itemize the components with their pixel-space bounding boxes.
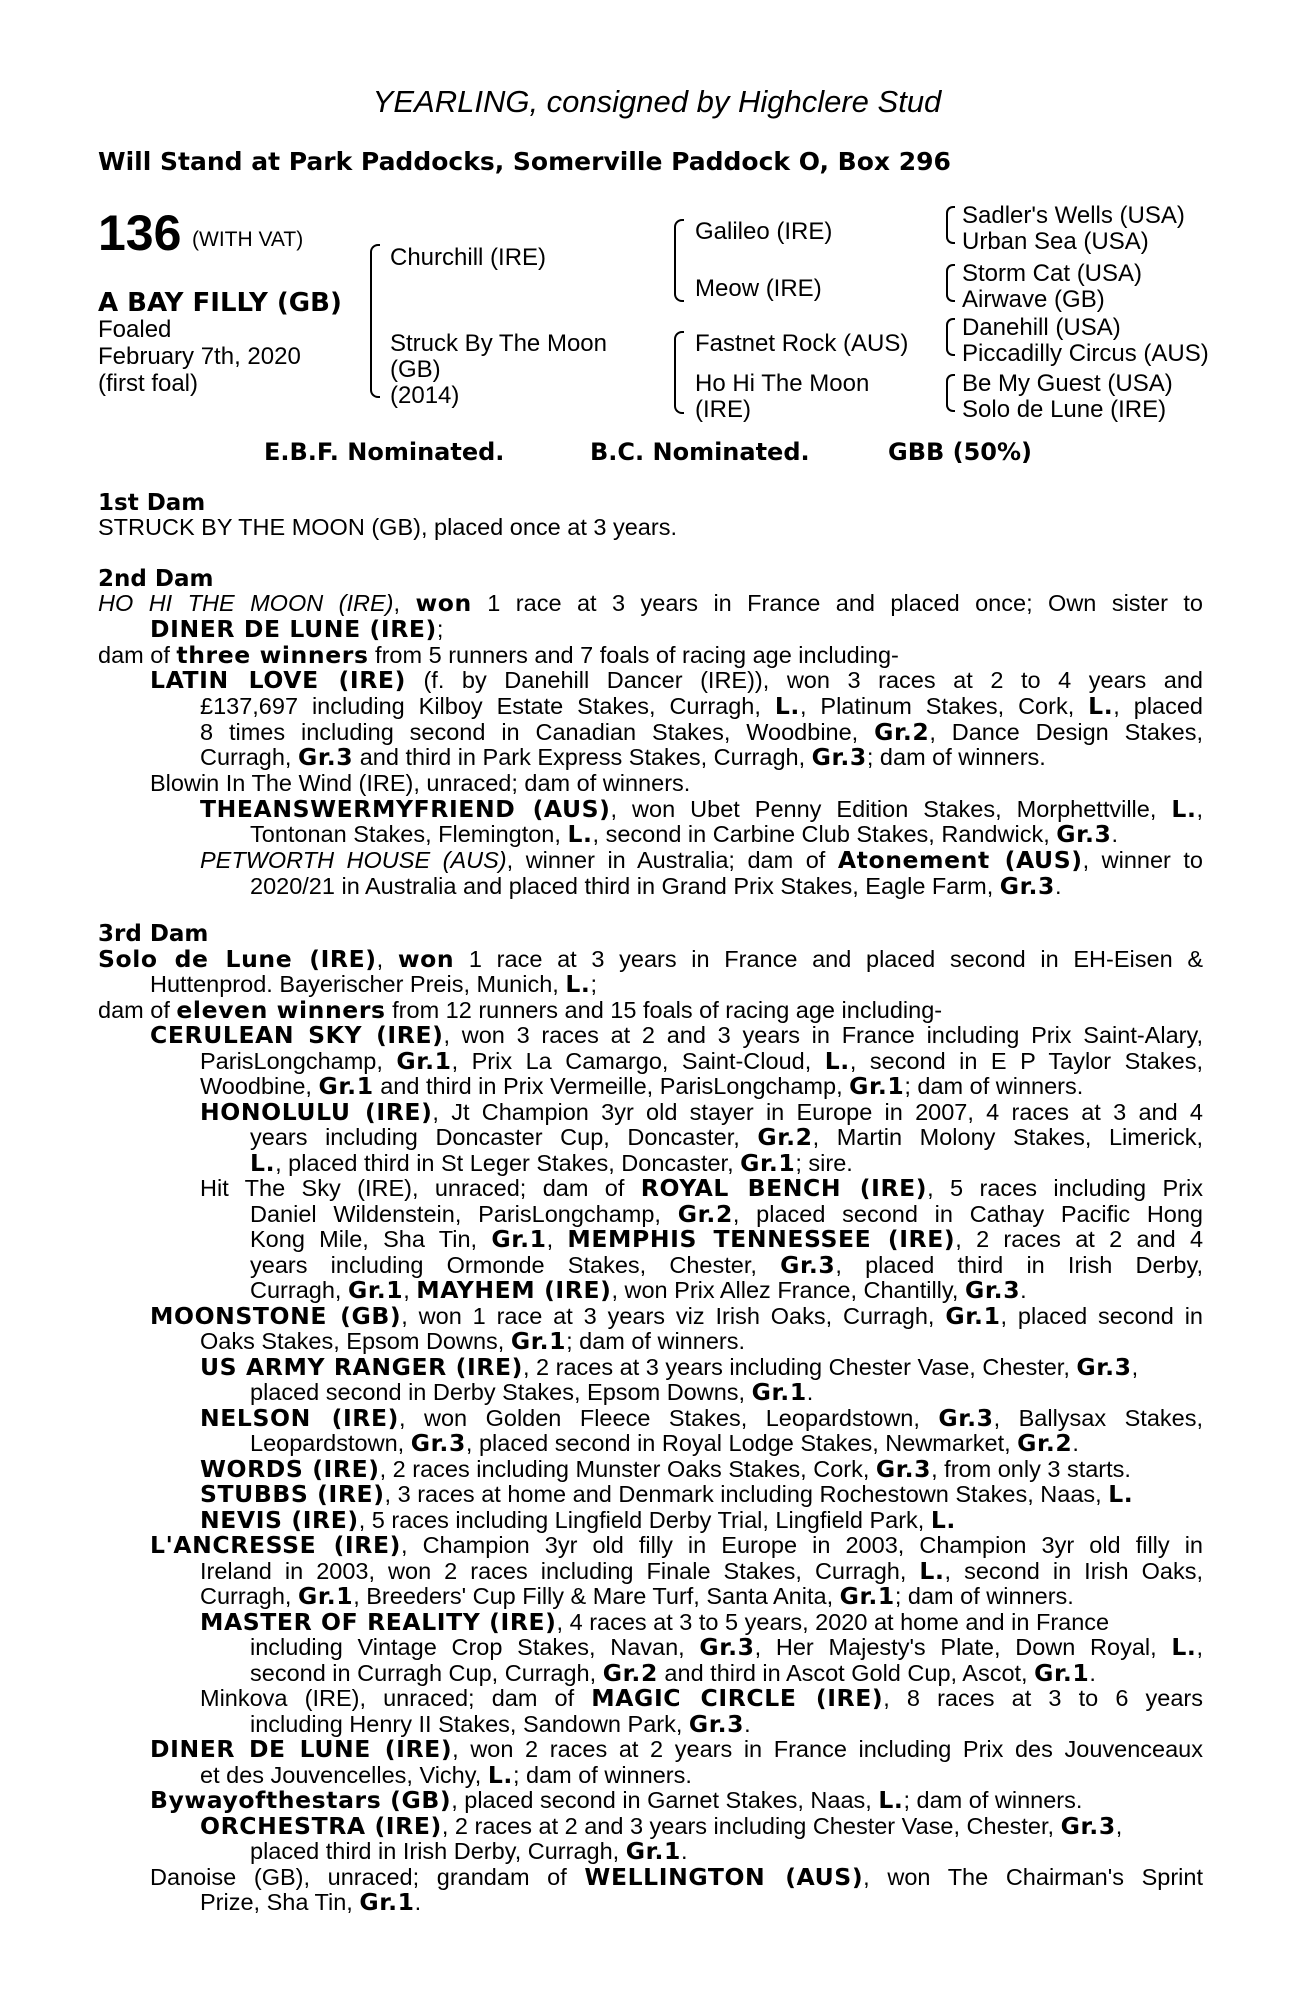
third-dam-line: Hit The Sky (IRE), unraced; dam of ROYAL BENCH (IRE), 5 races including Prix <box>200 1174 1203 1202</box>
third-dam-line: US ARMY RANGER (IRE), 2 races at 3 years including Chester Vase, Chester, Gr.3, <box>200 1353 1139 1381</box>
dam-sire: Fastnet Rock (AUS) <box>695 330 909 357</box>
third-dam-line: second in Curragh Cup, Curragh, Gr.2 and third in Ascot Gold Cup, Ascot, Gr.1. <box>250 1659 1096 1687</box>
third-dam-line: Kong Mile, Sha Tin, Gr.1, MEMPHIS TENNESSEE (IRE), 2 races at 2 and 4 <box>250 1225 1204 1253</box>
second-dam-line: 2020/21 in Australia and placed third in Grand Prix Stakes, Eagle Farm, Gr.3. <box>250 872 1062 900</box>
third-dam-line: Oaks Stakes, Epsom Downs, Gr.1; dam of winners. <box>200 1327 745 1355</box>
second-dam-line: Tontonan Stakes, Flemington, L., second in Carbine Club Stakes, Randwick, Gr.3. <box>250 820 1118 848</box>
third-dam-line: years including Ormonde Stakes, Chester, Gr.3, placed third in Irish Derby, <box>250 1251 1204 1279</box>
dam: Struck By The Moon <box>390 330 607 357</box>
vat-label: (WITH VAT) <box>192 228 304 251</box>
third-dam-line: ORCHESTRA (IRE), 2 races at 2 and 3 years including Chester Vase, Chester, Gr.3, <box>200 1812 1123 1840</box>
gen3-brace-2 <box>946 264 955 302</box>
dss: Danehill (USA) <box>962 314 1121 341</box>
third-dam-line: et des Jouvencelles, Vichy, L.; dam of winners. <box>200 1761 692 1789</box>
third-dam-line: Prize, Sha Tin, Gr.1. <box>200 1888 422 1916</box>
dam-dam: Ho Hi The Moon <box>695 370 870 397</box>
sire: Churchill (IRE) <box>390 244 547 271</box>
third-dam-line: Bywayofthestars (GB), placed second in Garnet Stakes, Naas, L.; dam of winners. <box>150 1786 1083 1814</box>
third-dam-line: placed third in Irish Derby, Curragh, Gr.1. <box>250 1837 688 1865</box>
gen3-brace-4 <box>946 374 955 412</box>
third-dam-line: STUBBS (IRE), 3 races at home and Denmark including Rochestown Stakes, Naas, L. <box>200 1480 1134 1508</box>
page-title: YEARLING, consigned by Highclere Stud <box>372 84 942 119</box>
lot-number: 136 <box>98 205 182 261</box>
third-dam-line: years including Doncaster Cup, Doncaster, Gr.2, Martin Molony Stakes, Limerick, <box>250 1123 1204 1151</box>
sds: Storm Cat (USA) <box>962 260 1143 287</box>
bc-nominated: B.C. Nominated. <box>590 438 810 466</box>
second-dam-line: HO HI THE MOON (IRE), won 1 race at 3 years in France and placed once; Own sister to <box>98 589 1204 617</box>
second-dam-line: THEANSWERMYFRIEND (AUS), won Ubet Penny Edition Stakes, Morphettville, L., <box>200 795 1204 823</box>
third-dam-line: MOONSTONE (GB), won 1 race at 3 years viz Irish Oaks, Curragh, Gr.1, placed second in <box>150 1302 1203 1330</box>
third-dam-line: including Henry II Stakes, Sandown Park, Gr.3. <box>250 1710 751 1738</box>
ssd: Urban Sea (USA) <box>962 228 1149 255</box>
third-dam-line: Curragh, Gr.1, Breeders' Cup Filly & Mare Turf, Santa Anita, Gr.1; dam of winners. <box>200 1582 1074 1610</box>
third-dam-line: L'ANCRESSE (IRE), Champion 3yr old filly in Europe in 2003, Champion 3yr old filly in <box>150 1531 1203 1559</box>
dsd: Piccadilly Circus (AUS) <box>962 340 1209 367</box>
second-dam-line: PETWORTH HOUSE (AUS), winner in Australia; dam of Atonement (AUS), winner to <box>200 846 1204 874</box>
third-dam-line: Huttenprod. Bayerischer Preis, Munich, L.; <box>150 970 597 998</box>
third-dam-line: including Vintage Crop Stakes, Navan, Gr.3, Her Majesty's Plate, Down Royal, L., <box>250 1633 1203 1661</box>
third-dam-line: Leopardstown, Gr.3, placed second in Royal Lodge Stakes, Newmarket, Gr.2. <box>250 1429 1079 1457</box>
third-dam-line: CERULEAN SKY (IRE), won 3 races at 2 and 3 years in France including Prix Saint-Alary, <box>150 1021 1204 1049</box>
third-dam-line: WORDS (IRE), 2 races including Munster Oaks Stakes, Cork, Gr.3, from only 3 starts. <box>200 1455 1131 1483</box>
sss: Sadler's Wells (USA) <box>962 202 1185 229</box>
stand-location: Will Stand at Park Paddocks, Somerville Paddock O, Box 296 <box>98 147 951 176</box>
third-dam-line: L., placed third in St Leger Stakes, Doncaster, Gr.1; sire. <box>250 1149 853 1177</box>
horse-name: A BAY FILLY (GB) <box>98 288 342 318</box>
foal-note: (first foal) <box>98 370 199 397</box>
gbb-label: GBB (50%) <box>888 438 1033 466</box>
second-dam-line: £137,697 including Kilboy Estate Stakes, Curragh, L., Platinum Stakes, Cork, L., placed <box>200 692 1203 720</box>
third-dam-line: Curragh, Gr.1, MAYHEM (IRE), won Prix Allez France, Chantilly, Gr.3. <box>250 1276 1027 1304</box>
third-dam-heading: 3rd Dam <box>98 921 209 947</box>
third-dam-line: Minkova (IRE), unraced; dam of MAGIC CIRCLE (IRE), 8 races at 3 to 6 years <box>200 1684 1203 1712</box>
dam-country: (GB) <box>390 356 441 383</box>
third-dam-line: MASTER OF REALITY (IRE), 4 races at 3 to 5 years, 2020 at home and in France <box>200 1608 1110 1636</box>
second-dam-line: 8 times including second in Canadian Stakes, Woodbine, Gr.2, Dance Design Stakes, <box>200 718 1203 746</box>
sire-brace <box>674 219 684 302</box>
third-dam-line: Danoise (GB), unraced; grandam of WELLINGTON (AUS), won The Chairman's Sprint <box>150 1863 1203 1891</box>
dam-dam-country: (IRE) <box>695 396 751 423</box>
dds: Be My Guest (USA) <box>962 370 1173 397</box>
third-dam-line: Daniel Wildenstein, ParisLongchamp, Gr.2, placed second in Cathay Pacific Hong <box>250 1200 1204 1228</box>
first-dam-heading: 1st Dam <box>98 490 206 516</box>
pedigree-brace <box>370 244 380 398</box>
sire-dam: Meow (IRE) <box>695 275 822 302</box>
third-dam-line: Woodbine, Gr.1 and third in Prix Vermeille, ParisLongchamp, Gr.1; dam of winners. <box>200 1072 1084 1100</box>
gen3-brace-1 <box>946 206 955 244</box>
dam-year: (2014) <box>390 382 460 409</box>
third-dam-line: Ireland in 2003, won 2 races including Finale Stakes, Curragh, L., second in Irish Oaks, <box>200 1557 1203 1585</box>
second-dam-line: dam of three winners from 5 runners and 7 foals of racing age including- <box>98 641 899 669</box>
third-dam-line: Solo de Lune (IRE), won 1 race at 3 years in France and placed second in EH-Eisen & <box>98 945 1204 973</box>
second-dam-line: LATIN LOVE (IRE) (f. by Danehill Dancer (IRE)), won 3 races at 2 to 4 years and <box>150 666 1203 694</box>
third-dam-line: ParisLongchamp, Gr.1, Prix La Camargo, Saint-Cloud, L., second in E P Taylor Stakes, <box>200 1047 1203 1075</box>
third-dam-line: NEVIS (IRE), 5 races including Lingfield Derby Trial, Lingfield Park, L. <box>200 1506 956 1534</box>
sire-sire: Galileo (IRE) <box>695 218 833 245</box>
dam-brace <box>674 331 684 414</box>
foaled-date: February 7th, 2020 <box>98 343 301 370</box>
first-dam-text: STRUCK BY THE MOON (GB), placed once at 3 years. <box>98 514 677 540</box>
third-dam-line: NELSON (IRE), won Golden Fleece Stakes, Leopardstown, Gr.3, Ballysax Stakes, <box>200 1404 1203 1432</box>
second-dam-heading: 2nd Dam <box>98 566 214 592</box>
third-dam-line: placed second in Derby Stakes, Epsom Downs, Gr.1. <box>250 1378 814 1406</box>
gen3-brace-3 <box>946 318 955 356</box>
second-dam-line: Blowin In The Wind (IRE), unraced; dam of winners. <box>150 770 691 796</box>
third-dam-line: dam of eleven winners from 12 runners and 15 foals of racing age including- <box>98 996 943 1024</box>
third-dam-line: DINER DE LUNE (IRE), won 2 races at 2 years in France including Prix des Jouvenceaux <box>150 1735 1203 1763</box>
third-dam-line: HONOLULU (IRE), Jt Champion 3yr old stayer in Europe in 2007, 4 races at 3 and 4 <box>200 1098 1203 1126</box>
ebf-nominated: E.B.F. Nominated. <box>264 438 505 466</box>
ddd: Solo de Lune (IRE) <box>962 396 1167 423</box>
second-dam-line: Curragh, Gr.3 and third in Park Express Stakes, Curragh, Gr.3; dam of winners. <box>200 743 1046 771</box>
second-dam-line: DINER DE LUNE (IRE); <box>150 615 444 643</box>
foaled-label: Foaled <box>98 316 172 343</box>
sdd: Airwave (GB) <box>962 286 1105 313</box>
